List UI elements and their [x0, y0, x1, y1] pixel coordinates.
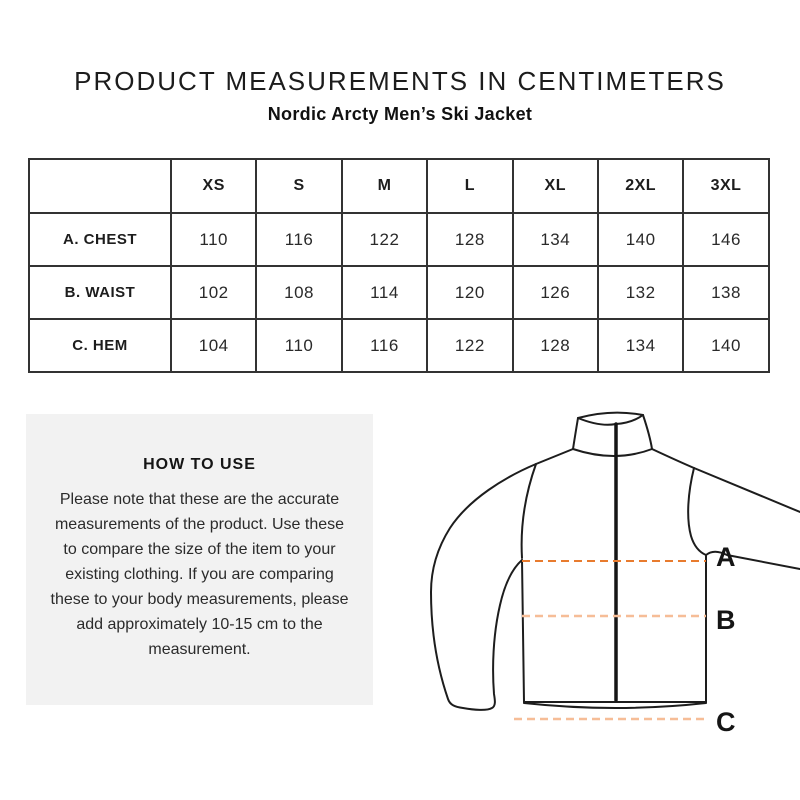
size-column-xl: XL: [513, 159, 598, 213]
hem-xs: 104: [171, 319, 256, 372]
chest-label: A: [716, 542, 736, 572]
product-name: Nordic Arcty Men’s Ski Jacket: [267, 104, 533, 124]
left-sleeve-outline: [431, 449, 573, 710]
size-column-2xl: 2XL: [598, 159, 683, 213]
hem-3xl: 140: [683, 319, 768, 372]
hem-xl: 128: [513, 319, 598, 372]
row-label-hem: C. HEM: [29, 319, 171, 372]
how-to-use-heading: HOW TO USE: [143, 456, 256, 473]
row-label-chest: A. CHEST: [29, 213, 171, 266]
right-armhole-seam: [688, 468, 706, 555]
waist-3xl: 138: [683, 266, 768, 319]
collar-left-edge: [573, 418, 578, 449]
chest-xs: 110: [171, 213, 256, 266]
waist-label: B: [716, 605, 736, 635]
how-to-use-panel: [26, 414, 373, 705]
waist-m: 114: [342, 266, 427, 319]
collar-right-edge: [643, 415, 652, 449]
chest-s: 116: [256, 213, 341, 266]
chest-3xl: 146: [683, 213, 768, 266]
size-column-m: M: [342, 159, 427, 213]
hem-s: 110: [256, 319, 341, 372]
collar-back-rim: [578, 413, 643, 418]
table-header-row: [29, 159, 769, 213]
waist-2xl: 132: [598, 266, 683, 319]
collar-bottom-rim: [573, 449, 652, 456]
chest-m: 122: [342, 213, 427, 266]
size-column-l: L: [427, 159, 512, 213]
row-label-waist: B. WAIST: [29, 266, 171, 319]
chest-xl: 134: [513, 213, 598, 266]
how-to-use-text: Please note that these are the accurate measurements of the product. Use these to compare the size of the item to your existing clothing. If you are comparing these to your body measurements, please add approximately 10-15 cm to the measurement.: [50, 491, 349, 658]
chest-2xl: 140: [598, 213, 683, 266]
corner-cell: [29, 159, 171, 213]
waist-s: 108: [256, 266, 341, 319]
chest-l: 128: [427, 213, 512, 266]
hem-label: C: [716, 707, 736, 737]
waist-l: 120: [427, 266, 512, 319]
hem-curve: [524, 703, 706, 708]
hem-m: 116: [342, 319, 427, 372]
right-sleeve-top: [652, 449, 800, 512]
waist-xl: 126: [513, 266, 598, 319]
page-title: PRODUCT MEASUREMENTS IN CENTIMETERS: [74, 66, 726, 96]
left-armhole-seam: [522, 464, 536, 558]
table-row-waist: [29, 266, 769, 319]
hem-l: 122: [427, 319, 512, 372]
body-left-edge: [522, 560, 524, 702]
jacket-diagram-icon: [400, 395, 800, 800]
size-column-3xl: 3XL: [683, 159, 768, 213]
measurements-table: [28, 158, 770, 373]
table-row-hem: [29, 319, 769, 372]
table-row-chest: [29, 213, 769, 266]
hem-2xl: 134: [598, 319, 683, 372]
size-column-s: S: [256, 159, 341, 213]
size-column-xs: XS: [171, 159, 256, 213]
waist-xs: 102: [171, 266, 256, 319]
